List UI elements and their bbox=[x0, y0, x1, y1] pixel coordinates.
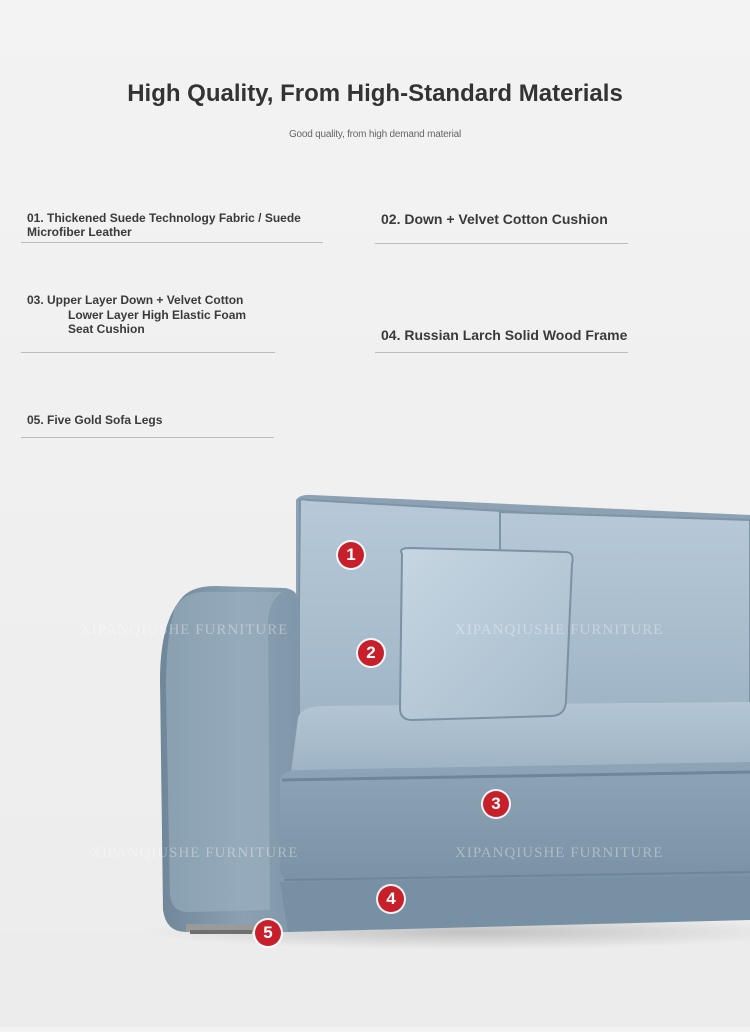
feature-divider-3 bbox=[21, 352, 275, 353]
sofa-illustration bbox=[0, 440, 750, 1027]
watermark-2: XIPANQIUSHE FURNITURE bbox=[455, 622, 664, 638]
feature-label-4: 04. Russian Larch Solid Wood Frame bbox=[381, 327, 628, 343]
feature-item-2 bbox=[381, 212, 621, 226]
feature-sublabel-3: Lower Layer High Elastic Foam Seat Cushion bbox=[68, 308, 247, 336]
marker-3: 3 bbox=[483, 791, 509, 817]
marker-2: 2 bbox=[358, 640, 384, 666]
feature-label-1: 01. Thickened Suede Technology Fabric / Suede Microfiber Leather bbox=[27, 211, 301, 239]
watermark-3: XIPANQIUSHE FURNITURE bbox=[90, 845, 299, 861]
feature-divider-2 bbox=[375, 243, 628, 244]
watermark-4: XIPANQIUSHE FURNITURE bbox=[455, 845, 664, 861]
marker-1: 1 bbox=[338, 542, 364, 568]
feature-item-3 bbox=[27, 293, 267, 336]
feature-label-5: 05. Five Gold Sofa Legs bbox=[27, 413, 163, 427]
watermark-1: XIPANQIUSHE FURNITURE bbox=[80, 622, 289, 638]
feature-divider-5 bbox=[21, 437, 274, 438]
page-subtitle: Good quality, from high demand material bbox=[288, 129, 462, 140]
feature-divider-1 bbox=[21, 242, 323, 243]
feature-item-4 bbox=[381, 328, 631, 342]
marker-4: 4 bbox=[378, 886, 404, 912]
feature-label-3: 03. Upper Layer Down + Velvet Cotton bbox=[27, 293, 244, 307]
feature-item-1 bbox=[27, 211, 317, 239]
feature-divider-4 bbox=[375, 352, 628, 353]
marker-5: 5 bbox=[255, 920, 281, 946]
sofa-image bbox=[0, 440, 750, 1027]
page-title: High Quality, From High-Standard Materials bbox=[127, 80, 623, 107]
feature-item-5 bbox=[27, 413, 267, 427]
feature-label-2: 02. Down + Velvet Cotton Cushion bbox=[381, 211, 608, 227]
